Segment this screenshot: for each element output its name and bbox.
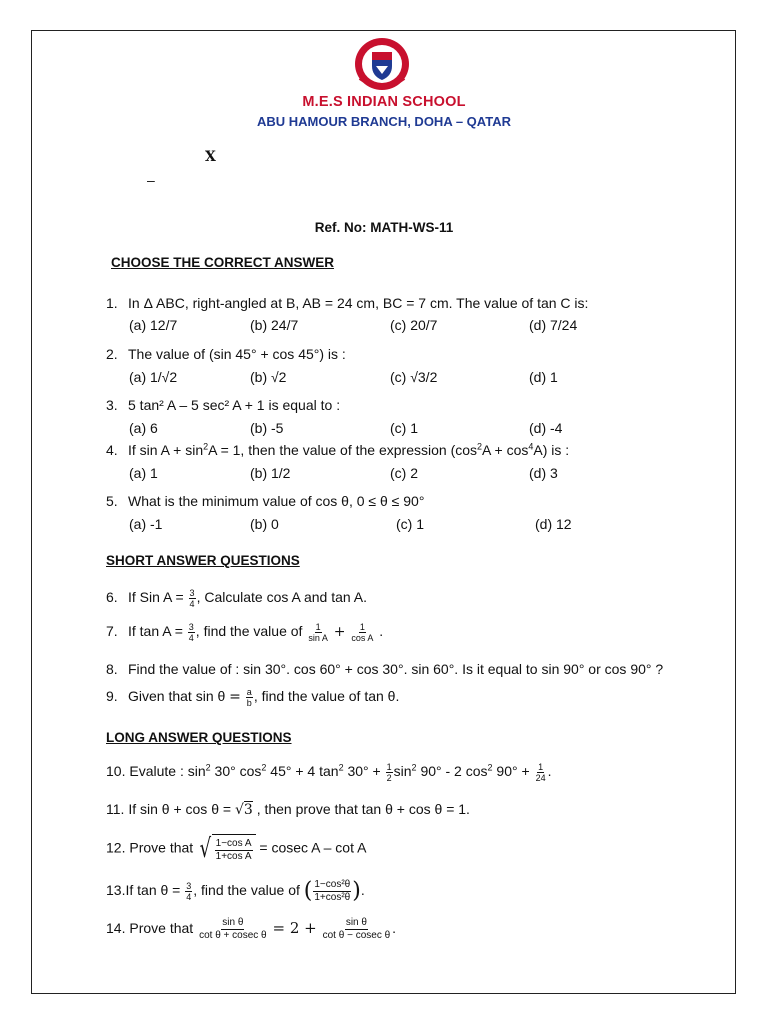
option: (a) -1 [129, 516, 163, 532]
question-2: 2. The value of (sin 45° + cos 45°) is : [106, 346, 346, 362]
question-6: 6. If Sin A = $\frac{3}{4}$ , Calculate cos A and tan A. [106, 588, 368, 609]
option: (b) √2 [250, 369, 287, 385]
question-1: 1. In Δ ABC, right-angled at B, AB = 24 cm, BC = 7 cm. The value of tan C is: [106, 295, 589, 311]
option: (c) 20/7 [390, 317, 438, 333]
question-7: 7. If tan A = $\frac{3}{4}$ , find the value of $\frac{1}{\text{sin A}}$ + $\frac{1}{\text{cos A}}$ . [106, 622, 384, 643]
section-heading-mcq: CHOOSE THE CORRECT ANSWER [111, 255, 335, 270]
question-14: 14. Prove that $\frac{\text{sin θ}}{\text{cot θ + cosec θ}}$ = 2 + $\frac{\text{sin θ}}{\text{cot θ − cosec θ}}$ . [106, 917, 397, 941]
question-10: 10. Evalute : $\sin^2 30^\circ$ $\cos^2 45^\circ + 4$ $\tan^2 30^\circ$ + $\frac{1}{2}$ $\sin^2 90^\circ - 2$ $\cos^2 90^\circ$ + $\frac{1}{24}$ . [106, 762, 552, 783]
option: (a) 6 [129, 420, 158, 436]
school-crest-logo [346, 36, 418, 92]
branch-name: ABU HAMOUR BRANCH, DOHA – QATAR [257, 114, 511, 129]
question-8: 8. Find the value of : sin 30°. cos 60° + cos 30°. sin 60°. Is it equal to sin 90° or cos 90° ? [106, 661, 664, 677]
section-heading-short: SHORT ANSWER QUESTIONS [106, 553, 300, 568]
question-5: 5. What is the minimum value of cos θ, 0 ≤ θ ≤ 90° [106, 493, 425, 509]
question-11: 11. If sin θ + cos θ = √3 , then prove that tan θ + cos θ = 1. [106, 801, 470, 818]
option: (a) 12/7 [129, 317, 178, 333]
question-13: 13.If tan θ = $\frac{3}{4}$ , find the value of ( $\frac{\text{1−cos²θ}}{\text{1+cos²θ}}$ ). [106, 878, 365, 904]
question-3: 3. 5 tan² A – 5 sec² A + 1 is equal to : [106, 397, 341, 413]
option: (c) 1 [390, 420, 418, 436]
question-9: 9. Given that sin θ = $\frac{a}{b}$ , find the value of tan θ. [106, 687, 400, 708]
reference-number: Ref. No: MATH-WS-11 [314, 220, 454, 235]
option: (d) 3 [529, 465, 558, 481]
option: (c) 2 [390, 465, 418, 481]
option: (c) √3/2 [390, 369, 438, 385]
question-12: 12. Prove that √ $\frac{\text{1−cos A}}{\text{1+cos A}}$ = cosec A – cot A [106, 834, 367, 864]
option: (b) -5 [250, 420, 284, 436]
option: (b) 0 [250, 516, 279, 532]
option: (a) 1/√2 [129, 369, 178, 385]
question-4: 4. If $\sin A + \sin^2A = 1$, then the value of the expression $(\cos^2A + \cos^4A)$ is : [106, 441, 570, 458]
option: (b) 1/2 [250, 465, 291, 481]
blank-dash: – [147, 172, 155, 188]
option: (d) 1 [529, 369, 558, 385]
option: (a) 1 [129, 465, 158, 481]
section-heading-long: LONG ANSWER QUESTIONS [106, 730, 292, 745]
option: (b) 24/7 [250, 317, 299, 333]
school-name: M.E.S INDIAN SCHOOL [302, 94, 466, 110]
class-mark: X [205, 149, 216, 165]
option: (d) -4 [529, 420, 563, 436]
option: (d) 7/24 [529, 317, 578, 333]
option: (d) 12 [535, 516, 572, 532]
option: (c) 1 [396, 516, 424, 532]
